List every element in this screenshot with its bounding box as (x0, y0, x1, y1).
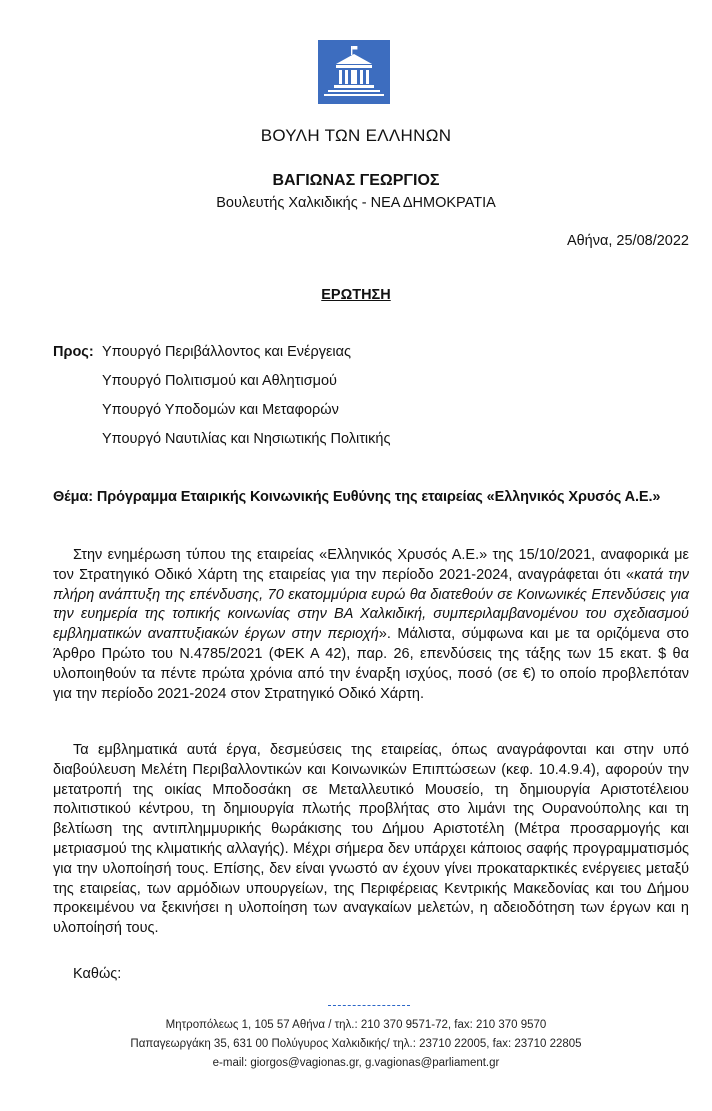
paragraph-text: Στην ενημέρωση τύπου της εταιρείας «Ελληνικός Χρυσός Α.Ε.» της 15/10/2021, αναφορικά με τον Στρατηγικό Οδικό Χάρτη της εταιρείας για την περίοδο 2021-2024, αναγράφεται ότι « (53, 547, 689, 583)
footer-polygyros-address: Παπαγεωργάκη 35, 631 00 Πολύγυρος Χαλκιδικής/ τηλ.: 23710 22005, fax: 23710 22805 (130, 1038, 582, 1050)
recipient-ministry: Υπουργό Υποδομών και Μεταφορών (102, 402, 339, 418)
quoted-text: κατά την πλήρη ανάπτυξη της επένδυσης, 70 εκατομμύρια ευρώ θα διατεθούν σε Κοινωνικές Επενδύσεις για την ευημερία της τοπικής κοινωνίας στην ΒΑ Χαλκιδική, συμπεριλαμβανομένου του σχεδιασμού εμβληματικών αναπτυξιακών έργων στην περιοχή (53, 566, 689, 643)
document-date: Αθήνα, 25/08/2022 (566, 233, 689, 249)
document-title: ΕΡΩΤΗΣΗ (321, 287, 391, 303)
footer-contact (0, 1016, 712, 1073)
recipient-row (53, 342, 390, 371)
recipient-row (53, 429, 390, 458)
paragraph-text: Τα εμβληματικά αυτά έργα, δεσμεύσεις της εταιρείας, όπως αναγράφονται και στην υπό διαβούλευση Μελέτη Περιβαλλοντικών και Κοινωνικών Επιπτώσεων (κεφ. 10.4.9.4), αφορούν την μετατροπή της οικίας Μποδοσάκη σε Μεταλλευτικό Μουσείο, τη δημιουργία Αριστοτέλειου πολιτιστικού κέντρου, τη δημιουργία πλωτής προβλήτας στο λιμάνι της Ουρανούπολης και τη βελτίωση της αντιπλημμυρικής θωράκισης του Δήμου Αριστοτέλη (Μέτρα προσαρμογής και μετριασμού της κλιματικής αλλαγής). Μέχρι σήμερα δεν υπάρχει κάποιος σαφής προγραμματισμός για την υλοποίησή τους. Επίσης, δεν είναι γνωστό αν έχουν γίνει προκαταρκτικές ενέργειες μεταξύ της εταιρείας, των αρμόδιων υπουργείων, της Περιφέρειας Κεντρικής Μακεδονίας και του Δήμου προκειμένου να ξεκινήσει η υλοποίηση των αναγκαίων μελετών, η αδειοδότηση των έργων και η υλοποίησή τους. (53, 742, 689, 937)
footer-divider (328, 1005, 410, 1006)
recipients-label: Προς: (53, 344, 94, 360)
parliament-name: ΒΟΥΛΗ ΤΩΝ ΕΛΛΗΝΩΝ (260, 126, 452, 145)
footer-athens-address: Μητροπόλεως 1, 105 57 Αθήνα / τηλ.: 210 370 9571-72, fax: 210 370 9570 (165, 1019, 547, 1031)
body-paragraph (53, 546, 689, 704)
mp-name: ΒΑΓΙΩΝΑΣ ΓΕΩΡΓΙΟΣ (272, 172, 440, 189)
recipients-block (53, 342, 390, 458)
parliament-logo-graphic (318, 40, 390, 104)
recipient-row (53, 371, 390, 400)
paragraph-text: ». Μάλιστα, σύμφωνα και με τα οριζόμενα στο Άρθρο Πρώτο του Ν.4785/2021 (ΦΕΚ Α 42), παρ. 26, επενδύσεις της τάξης των 15 εκατ. $ θα υλοποιηθούν τα πέντε πρώτα χρόνια από την έναρξη ισχύος, ποσό (σε €) το οποίο προβλεπόταν για την περίοδο 2021-2024 στον Στρατηγικό Οδικό Χάρτη. (53, 626, 689, 702)
recipient-row (53, 400, 390, 429)
body-paragraph (53, 741, 689, 939)
footer-email: e-mail: giorgos@vagionas.gr, g.vagionas@parliament.gr (212, 1057, 500, 1069)
mp-role: Βουλευτής Χαλκιδικής - ΝΕΑ ΔΗΜΟΚΡΑΤΙΑ (216, 195, 496, 211)
subject-line: Θέμα: Πρόγραμμα Εταιρικής Κοινωνικής Ευθύνης της εταιρείας «Ελληνικός Χρυσός Α.Ε.» (53, 489, 661, 505)
recipient-ministry: Υπουργό Πολιτισμού και Αθλητισμού (102, 373, 337, 389)
recipient-ministry: Υπουργό Περιβάλλοντος και Ενέργειας (102, 344, 352, 360)
body-paragraph (53, 965, 689, 985)
recipient-ministry: Υπουργό Ναυτιλίας και Νησιωτικής Πολιτικής (102, 431, 391, 447)
paragraph-text: Καθώς: (73, 966, 122, 982)
hellenic-parliament-logo-icon (318, 40, 390, 104)
